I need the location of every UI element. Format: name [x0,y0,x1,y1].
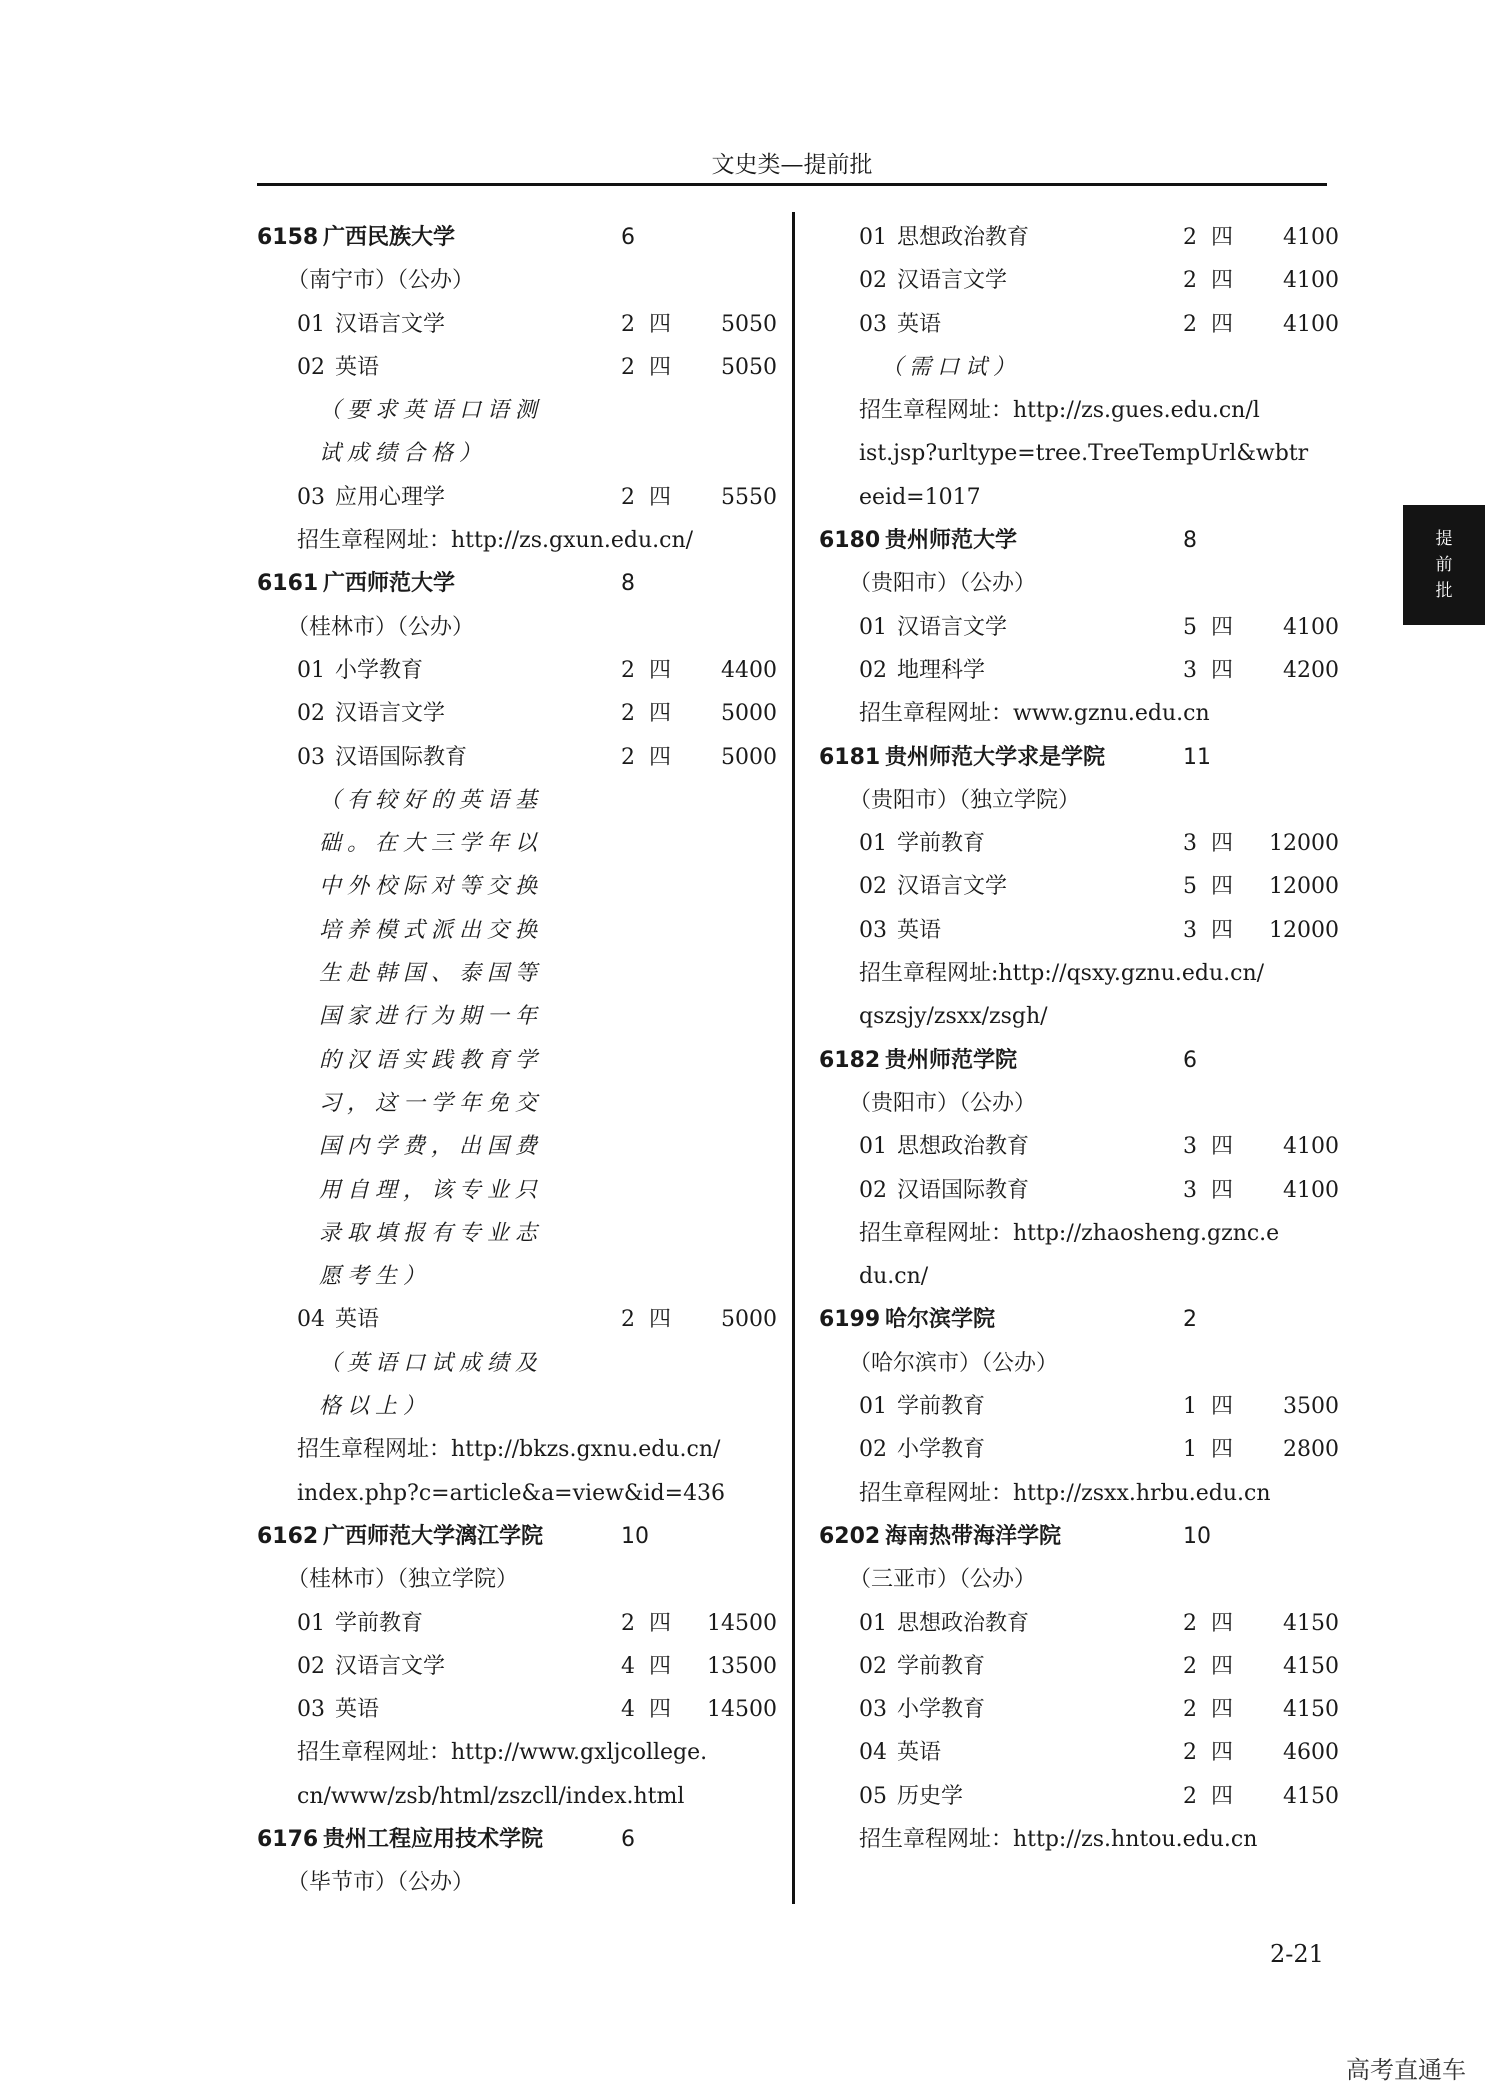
url-text: 招生章程网址：http://zhaosheng.gznc.e [859,1220,1280,1246]
major-quota: 5 [1183,614,1197,640]
major-quota: 2 [621,657,635,683]
major-name: 思想政治教育 [897,1610,1030,1636]
major-duration: 四 [1211,1697,1234,1723]
major-code: 02 [859,1653,887,1679]
url-text: index.php?c=article&a=view&id=436 [297,1480,726,1506]
major-quota: 4 [621,1697,635,1723]
major-code: 02 [859,1437,887,1463]
major-note-line [257,1342,777,1385]
major-code: 02 [859,268,887,294]
institution-heading [819,1298,1339,1341]
institution-quota: 8 [1183,528,1197,554]
major-tuition: 5000 [721,1307,777,1333]
major-duration: 四 [649,1697,672,1723]
note-text: （有较好的英语基 [319,787,544,813]
major-row [257,346,777,389]
major-row [819,1169,1339,1212]
note-text: 中外校际对等交换 [319,874,544,900]
major-note-line [257,1125,777,1168]
note-text: 愿考生） [319,1264,432,1290]
note-text: 础。在大三学年以 [319,831,544,857]
institution-name: 广西师范大学漓江学院 [323,1523,544,1549]
major-quota: 3 [1183,1177,1197,1203]
institution-location-type [819,1342,1339,1385]
note-text: 试成绩合格） [319,441,488,467]
major-code: 03 [297,1697,325,1723]
major-name: 应用心理学 [335,484,446,510]
note-text: 国内学费，出国费 [319,1134,544,1160]
major-tuition: 4100 [1283,1177,1339,1203]
major-note-line [257,1212,777,1255]
url-text: 招生章程网址：http://bkzs.gxnu.edu.cn/ [297,1437,721,1463]
major-row [819,259,1339,302]
page-number: 2-21 [1270,1940,1324,1968]
major-name: 思想政治教育 [897,225,1030,250]
institution-code: 6180 [819,528,881,554]
major-quota: 3 [1183,1134,1197,1160]
location-type-text: （桂林市）（公办） [287,614,475,640]
major-name: 英语 [335,1307,380,1333]
note-text: （需口试） [881,354,1022,380]
major-row [257,476,777,519]
major-name: 汉语言文学 [897,874,1008,900]
admission-url-line [819,476,1339,519]
major-name: 历史学 [897,1783,964,1809]
major-tuition: 5050 [721,311,777,337]
major-tuition: 5050 [721,354,777,380]
institution-code: 6176 [257,1826,319,1852]
admission-url-line [257,1472,777,1515]
major-quota: 2 [1183,311,1197,337]
major-note-line [257,1039,777,1082]
major-note-line [257,779,777,822]
major-row [257,1298,777,1341]
major-note-line [257,909,777,952]
location-type-text: （桂林市）（独立学院） [287,1567,519,1593]
location-type-text: （贵阳市）（公办） [849,571,1037,597]
major-note-line [257,995,777,1038]
admission-url-line [819,432,1339,475]
institution-location-type [257,259,777,302]
institution-location-type [819,779,1339,822]
major-quota: 3 [1183,917,1197,943]
major-row [257,1602,777,1645]
major-tuition: 12000 [1269,874,1339,900]
major-tuition: 4100 [1283,225,1339,250]
major-name: 英语 [335,1697,380,1723]
major-tuition: 4100 [1283,614,1339,640]
major-name: 英语 [897,1740,942,1766]
major-tuition: 5000 [721,701,777,727]
major-note-line [257,1169,777,1212]
major-duration: 四 [1211,1783,1234,1809]
major-code: 03 [297,744,325,770]
major-name: 汉语言文学 [335,701,446,727]
note-text: 习，这一学年免交 [319,1090,544,1116]
major-code: 01 [297,311,325,337]
major-row [819,1428,1339,1471]
url-text: 招生章程网址：http://zs.gxun.edu.cn/ [297,528,694,554]
major-code: 01 [297,1610,325,1636]
watermark: 高考直通车 [1346,2056,1466,2084]
major-duration: 四 [1211,657,1234,683]
url-text: 招生章程网址：http://zsxx.hrbu.edu.cn [859,1480,1271,1506]
page-header-title: 文史类—提前批 [711,152,873,178]
side-tab-char: 前 [1435,555,1453,575]
major-row [257,1688,777,1731]
institution-name: 贵州师范学院 [885,1047,1018,1073]
major-note-line [257,952,777,995]
major-note-line [257,432,777,475]
institution-quota: 10 [621,1523,649,1549]
institution-code: 6181 [819,744,881,770]
major-tuition: 14500 [707,1610,777,1636]
note-text: （英语口试成绩及 [319,1350,544,1376]
major-quota: 3 [1183,831,1197,857]
major-tuition: 2800 [1283,1437,1339,1463]
location-type-text: （贵阳市）（独立学院） [849,787,1081,813]
major-quota: 2 [621,484,635,510]
major-code: 02 [297,1653,325,1679]
major-quota: 2 [621,311,635,337]
side-tab-char: 提 [1435,529,1453,549]
url-text: qszsjy/zsxx/zsgh/ [859,1004,1048,1030]
major-name: 学前教育 [897,1653,986,1679]
major-code: 03 [859,1697,887,1723]
major-duration: 四 [649,311,672,337]
major-code: 02 [297,354,325,380]
major-name: 地理科学 [897,657,986,683]
major-note-line [257,389,777,432]
major-duration: 四 [649,354,672,380]
major-code: 01 [859,1134,887,1160]
major-duration: 四 [649,1307,672,1333]
major-duration: 四 [649,1610,672,1636]
institution-location-type [819,1558,1339,1601]
major-duration: 四 [649,657,672,683]
major-code: 04 [859,1740,887,1766]
institution-quota: 2 [1183,1307,1197,1333]
major-code: 02 [859,874,887,900]
admission-url-line [819,692,1339,735]
institution-name: 贵州师范大学 [885,528,1018,554]
institution-quota: 11 [1183,744,1211,770]
major-quota: 2 [1183,1740,1197,1766]
major-name: 学前教育 [897,831,986,857]
major-code: 04 [297,1307,325,1333]
major-quota: 2 [621,744,635,770]
location-type-text: （哈尔滨市）（公办） [849,1350,1059,1376]
major-note-line [819,346,1339,389]
major-code: 03 [859,917,887,943]
major-quota: 4 [621,1653,635,1679]
major-tuition: 4600 [1283,1740,1339,1766]
institution-name: 广西民族大学 [323,225,456,250]
major-row [819,1602,1339,1645]
major-tuition: 4100 [1283,268,1339,294]
location-type-text: （南宁市）（公办） [287,268,475,294]
major-quota: 2 [1183,1783,1197,1809]
major-row [819,303,1339,346]
major-name: 汉语言文学 [335,1653,446,1679]
institution-location-type [819,1082,1339,1125]
major-quota: 2 [621,701,635,727]
major-quota: 2 [621,1307,635,1333]
url-text: eeid=1017 [859,484,981,510]
institution-location-type [257,606,777,649]
major-quota: 5 [1183,874,1197,900]
location-type-text: （毕节市）（公办） [287,1870,475,1896]
admission-url-line [257,519,777,562]
admission-url-line [819,1212,1339,1255]
url-text: 招生章程网址：www.gznu.edu.cn [859,701,1210,727]
major-tuition: 14500 [707,1697,777,1723]
institution-location-type [257,1558,777,1601]
major-name: 汉语国际教育 [335,744,468,770]
institution-name: 海南热带海洋学院 [885,1523,1062,1549]
major-row [819,606,1339,649]
major-name: 学前教育 [897,1394,986,1420]
major-tuition: 4100 [1283,1134,1339,1160]
major-name: 汉语言文学 [897,268,1008,294]
major-row [257,303,777,346]
major-tuition: 12000 [1269,917,1339,943]
major-row [819,1731,1339,1774]
institution-code: 6199 [819,1307,881,1333]
major-row [819,1688,1339,1731]
side-tab-char: 批 [1435,581,1453,601]
major-duration: 四 [1211,225,1234,250]
note-text: 用自理，该专业只 [319,1177,544,1203]
admission-url-line [257,1775,777,1818]
major-tuition: 4100 [1283,311,1339,337]
major-note-line [257,865,777,908]
major-code: 01 [859,225,887,250]
major-row [257,1645,777,1688]
major-row [819,216,1339,259]
major-code: 01 [859,831,887,857]
major-name: 小学教育 [335,657,424,683]
note-text: 录取填报有专业志 [319,1220,544,1246]
institution-heading [257,1818,777,1861]
note-text: 生赴韩国、泰国等 [319,961,544,987]
major-duration: 四 [1211,268,1234,294]
major-row [257,736,777,779]
major-name: 汉语言文学 [335,311,446,337]
major-name: 英语 [897,917,942,943]
admission-url-line [819,952,1339,995]
major-row [819,1125,1339,1168]
url-text: 招生章程网址：http://zs.hntou.edu.cn [859,1826,1258,1852]
admission-url-line [257,1428,777,1471]
url-text: cn/www/zsb/html/zszcll/index.html [297,1783,685,1809]
major-quota: 3 [1183,657,1197,683]
major-note-line [257,1385,777,1428]
major-tuition: 4150 [1283,1697,1339,1723]
institution-quota: 10 [1183,1523,1211,1549]
major-name: 思想政治教育 [897,1134,1030,1160]
major-code: 01 [859,1394,887,1420]
major-duration: 四 [1211,831,1234,857]
major-row [819,822,1339,865]
major-code: 01 [859,614,887,640]
major-duration: 四 [649,744,672,770]
url-text: 招生章程网址:http://qsxy.gznu.edu.cn/ [859,961,1265,987]
institution-heading [819,519,1339,562]
major-note-line [257,1255,777,1298]
major-row [257,692,777,735]
major-code: 03 [859,311,887,337]
major-duration: 四 [1211,614,1234,640]
right-column [819,216,1339,1861]
major-tuition: 5550 [721,484,777,510]
institution-heading [819,1039,1339,1082]
institution-heading [819,1515,1339,1558]
note-text: 的汉语实践教育学 [319,1047,544,1073]
major-code: 02 [859,657,887,683]
major-quota: 2 [621,1610,635,1636]
institution-heading [257,562,777,605]
major-duration: 四 [1211,917,1234,943]
institution-code: 6158 [257,225,319,250]
major-quota: 2 [1183,268,1197,294]
major-quota: 1 [1183,1394,1197,1420]
major-code: 03 [297,484,325,510]
major-name: 英语 [897,311,942,337]
major-quota: 2 [1183,225,1197,250]
major-duration: 四 [1211,1177,1234,1203]
institution-location-type [257,1861,777,1904]
major-tuition: 4150 [1283,1653,1339,1679]
major-duration: 四 [1211,1610,1234,1636]
admission-url-line [819,1255,1339,1298]
url-text: du.cn/ [859,1264,929,1290]
major-row [819,649,1339,692]
major-quota: 2 [621,354,635,380]
institution-name: 广西师范大学 [323,571,456,597]
section-side-tab [1403,505,1485,625]
institution-location-type [819,562,1339,605]
major-quota: 1 [1183,1437,1197,1463]
major-quota: 2 [1183,1610,1197,1636]
major-duration: 四 [1211,1394,1234,1420]
admission-url-line [257,1731,777,1774]
major-code: 05 [859,1783,887,1809]
institution-heading [257,216,777,259]
major-tuition: 13500 [707,1653,777,1679]
major-tuition: 3500 [1283,1394,1339,1420]
note-text: 格以上） [319,1394,432,1420]
major-row [819,1775,1339,1818]
major-name: 汉语言文学 [897,614,1008,640]
major-quota: 2 [1183,1653,1197,1679]
admission-url-line [819,389,1339,432]
column-divider [792,212,795,1904]
note-text: 培养模式派出交换 [319,917,544,943]
major-row [819,909,1339,952]
major-duration: 四 [1211,874,1234,900]
institution-code: 6182 [819,1047,881,1073]
major-tuition: 4150 [1283,1783,1339,1809]
institution-quota: 6 [621,1826,635,1852]
note-text: 国家进行为期一年 [319,1004,544,1030]
institution-quota: 6 [1183,1047,1197,1073]
note-text: （要求英语口语测 [319,398,544,424]
institution-name: 贵州师范大学求是学院 [885,744,1106,770]
major-tuition: 4200 [1283,657,1339,683]
major-note-line [257,822,777,865]
institution-name: 贵州工程应用技术学院 [323,1826,544,1852]
major-name: 英语 [335,354,380,380]
institution-name: 哈尔滨学院 [885,1307,996,1333]
major-tuition: 4400 [721,657,777,683]
major-duration: 四 [1211,1740,1234,1766]
major-tuition: 4150 [1283,1610,1339,1636]
major-code: 01 [859,1610,887,1636]
url-text: 招生章程网址：http://zs.gues.edu.cn/l [859,398,1260,424]
admission-url-line [819,995,1339,1038]
major-duration: 四 [1211,1437,1234,1463]
major-duration: 四 [1211,1653,1234,1679]
institution-code: 6161 [257,571,319,597]
major-row [257,649,777,692]
url-text: 招生章程网址：http://www.gxljcollege. [297,1740,708,1766]
major-duration: 四 [649,1653,672,1679]
major-code: 01 [297,657,325,683]
major-name: 汉语国际教育 [897,1177,1030,1203]
major-name: 小学教育 [897,1697,986,1723]
major-quota: 2 [1183,1697,1197,1723]
major-code: 02 [297,701,325,727]
location-type-text: （贵阳市）（公办） [849,1090,1037,1116]
institution-heading [819,736,1339,779]
location-type-text: （三亚市）（公办） [849,1567,1037,1593]
url-text: ist.jsp?urltype=tree.TreeTempUrl&wbtr [859,441,1309,467]
major-name: 小学教育 [897,1437,986,1463]
major-duration: 四 [1211,311,1234,337]
major-note-line [257,1082,777,1125]
major-row [819,1385,1339,1428]
left-column [257,216,777,1905]
major-tuition: 12000 [1269,831,1339,857]
major-row [819,1645,1339,1688]
admission-url-line [819,1472,1339,1515]
admission-url-line [819,1818,1339,1861]
major-duration: 四 [1211,1134,1234,1160]
major-duration: 四 [649,701,672,727]
header-rule [257,183,1327,186]
institution-heading [257,1515,777,1558]
major-row [819,865,1339,908]
institution-code: 6202 [819,1523,881,1549]
institution-quota: 6 [621,225,635,250]
institution-code: 6162 [257,1523,319,1549]
major-duration: 四 [649,484,672,510]
institution-quota: 8 [621,571,635,597]
major-tuition: 5000 [721,744,777,770]
major-name: 学前教育 [335,1610,424,1636]
major-code: 02 [859,1177,887,1203]
